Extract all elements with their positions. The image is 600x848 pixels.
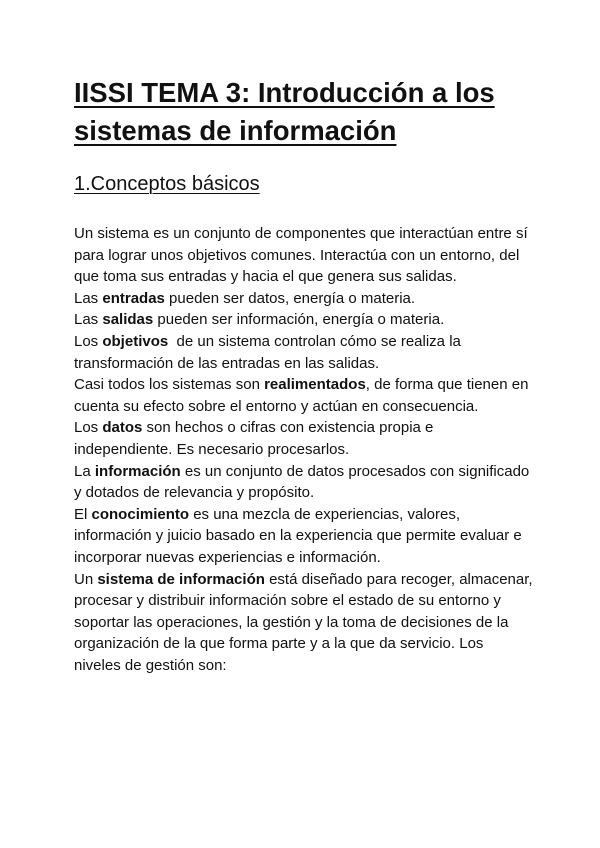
paragraph-conocimiento: El conocimiento es una mezcla de experiencias, valores, información y juicio basado en la experiencia que permite evaluar e incorporar nuevas experiencias e información. xyxy=(74,505,522,566)
term-salidas: salidas xyxy=(102,311,154,329)
term-entradas: entradas xyxy=(102,289,165,307)
paragraph-informacion: La información es un conjunto de datos procesados con significado y dotados de relevancia y propósito. xyxy=(74,462,530,502)
paragraph-sistema: Un sistema es un conjunto de componentes que interactúan entre sí para lograr unos objetivos comunes. Interactúa con un entorno, del que toma sus entradas y hacia el que genera sus salidas. xyxy=(74,225,528,286)
term-informacion: información xyxy=(94,462,181,480)
paragraph-datos: Los datos son hechos o cifras con existencia propia e independiente. Es necesario procesarlos. xyxy=(74,419,434,458)
paragraph-objetivos: Los objetivos de un sistema controlan cómo se realiza la transformación de las entradas en las salidas. xyxy=(74,332,466,372)
paragraph-realimentados: Casi todos los sistemas son realimentados, de forma que tienen en cuenta su efecto sobre el entorno y actúan en consecuencia. xyxy=(74,376,529,415)
term-conocimiento: conocimiento xyxy=(91,505,190,523)
paragraph-sistema-informacion: Un sistema de información está diseñado para recoger, almacenar, procesar y distribuir información sobre el estado de su entorno y soportar las operaciones, la gestión y la toma de decisiones de la organización de la que forma parte y a la que da servicio. Los niveles de gestión son: xyxy=(74,570,533,674)
term-realimentados: realimentados xyxy=(264,376,366,394)
document-body xyxy=(74,223,534,676)
paragraph-salidas: Las salidas pueden ser información, energía o materia. xyxy=(74,311,445,329)
term-datos: datos xyxy=(102,419,143,437)
document-title: IISSI TEMA 3: Introducción a los sistemas de información xyxy=(74,77,495,146)
term-objetivos: objetivos xyxy=(102,332,169,350)
paragraph-entradas: Las entradas pueden ser datos, energía o materia. xyxy=(74,289,416,307)
term-sistema-de-informacion: sistema de información xyxy=(97,570,265,588)
section-heading: 1.Conceptos básicos xyxy=(74,173,260,195)
document-page xyxy=(74,74,534,676)
